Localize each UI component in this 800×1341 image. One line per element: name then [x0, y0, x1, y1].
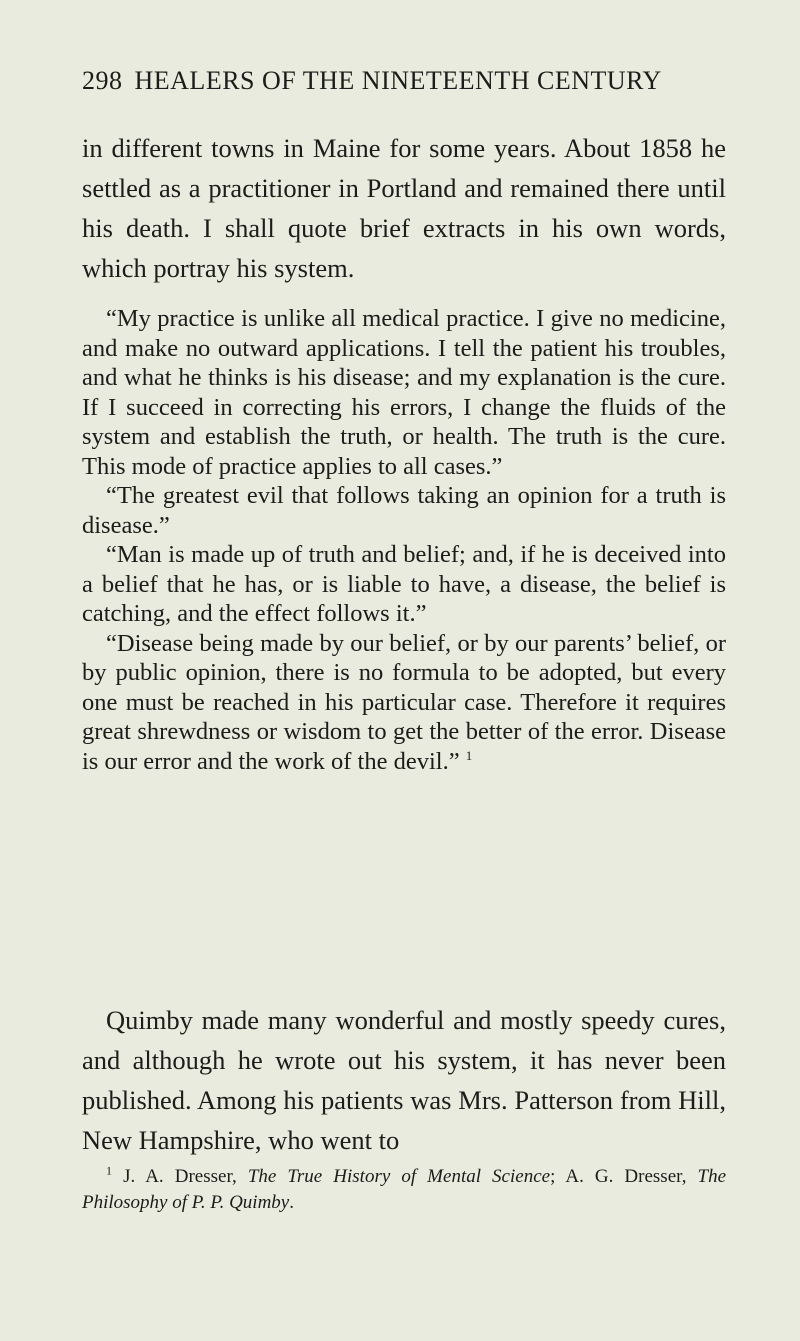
paragraph-closing: Quimby made many wonderful and mostly speedy cures, and although he wrote out his system, it has never been published. Among his patients was Mrs. Patterson from Hill, New Hampshire, who went to: [82, 1005, 726, 1155]
footnote-end: .: [289, 1192, 294, 1213]
footnote-title: The Philosophy of P. P. Quimby: [82, 1166, 727, 1213]
footnote-mark: 1: [106, 1163, 112, 1178]
paragraph-intro: in different towns in Maine for some years. About 1858 he settled as a practitioner in Portland and remained there until his death. I shall quote brief extracts in his own words, which portray his system.: [82, 133, 726, 283]
quote-paragraph: “The greatest evil that follows taking an opinion for a truth is disease.”: [82, 482, 726, 539]
body-text: [82, 128, 726, 288]
footnote-separator: ; A. G. Dresser,: [550, 1166, 687, 1187]
quote-paragraph: “Man is made up of truth and belief; and, if he is deceived into a belief that he has, or is liable to have, a disease, the belief is catching, and the effect follows it.”: [82, 541, 726, 627]
closing-text: [82, 1000, 726, 1160]
footnote-author: J. A. Dresser,: [123, 1166, 237, 1187]
quote-paragraph: “My practice is unlike all medical practice. I give no medicine, and make no outward applications. I tell the patient his troubles, and what he thinks is his disease; and my explanation is the cure. If I succeed in correcting his errors, I change the fluids of the system and establish the truth, or health. The truth is the cure. This mode of practice applies to all cases.”: [82, 305, 726, 480]
running-header: [82, 66, 722, 96]
footnote: [82, 1164, 726, 1216]
running-title: HEALERS OF THE NINETEENTH CENTURY: [134, 66, 662, 95]
footnote-reference: 1: [465, 747, 473, 763]
quote-paragraph: [82, 629, 726, 777]
footnote-title: The True History of Mental Science: [247, 1166, 551, 1187]
quote-text: “Disease being made by our belief, or by our parents’ belief, or by public opinion, there is no formula to be adopted, but every one must be reached in his particular case. Therefore it requires great shrewdness or wisdom to get the better of the error. Disease is our error and the work of the devil.”: [82, 629, 726, 775]
quotations: [82, 304, 726, 776]
page-number: 298: [82, 66, 123, 95]
